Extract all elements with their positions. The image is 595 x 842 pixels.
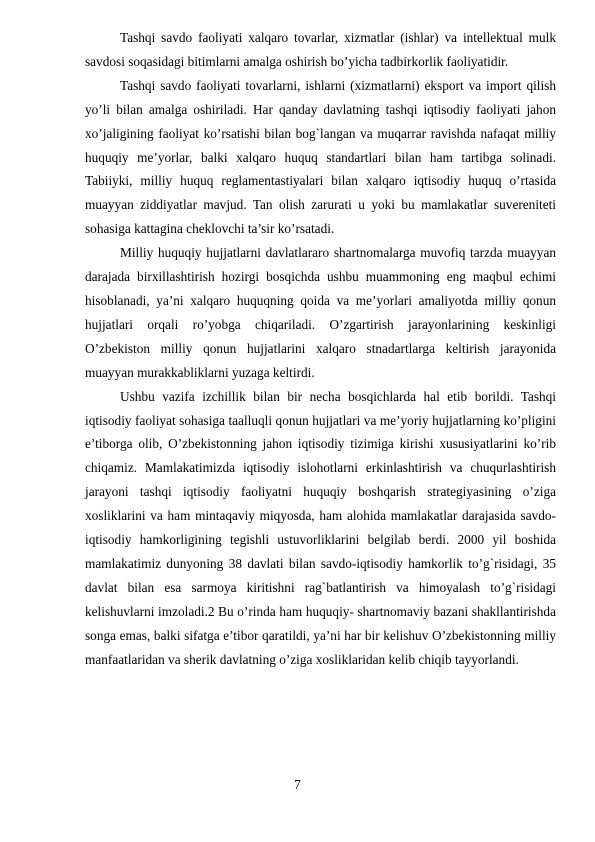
paragraph-4: Ushbu vazifa izchillik bilan bir necha bosqichlarda hal etib borildi. Tashqi iqtisodiy faoliyat sohasiga taalluqli qonun hujjatlari va me’yoriy hujjatlarning ko’pligini e’tiborga olib, O’zbekistonning jahon iqtisodiy tizimiga kirishi xususiyatlarini ko’rib chiqamiz. Mamlakatimizda iqtisodiy islohotlarni erkinlashtirish va chuqurlashtirish jarayoni tashqi iqtisodiy faoliyatni huquqiy boshqarish strategiyasining o’ziga xosliklarini va ham mintaqaviy miqyosda, ham alohida mamlakatlar darajasida savdo-iqtisodiy hamkorligining tegishli ustuvorliklarini belgilab berdi. 2000 yil boshida mamlakatimiz dunyoning 38 davlati bilan savdo-iqtisodiy hamkorlik to’g`risidagi, 35 davlat bilan esa sarmoya kiritishni rag`batlantirish va himoyalash to’g`risidagi kelishuvlarni imzoladi.2 Bu o’rinda ham huquqiy- shartnomaviy bazani shakllantirishda songa emas, balki sifatga e’tibor qaratildi, ya’ni har bir kelishuv O’zbekistonning milliy manfaatlaridan va sherik davlatning o’ziga xosliklaridan kelib chiqib tayyorlandi.: [85, 388, 556, 667]
paragraph-2: Tashqi savdo faoliyati tovarlarni, ishlarni (xizmatlarni) eksport va import qilish yo’li bilan amalga oshiriladi. Har qanday davlatning tashqi iqtisodiy faoliyati jahon xo’jaligining faoliyat ko’rsatishi bilan bog`langan va muqarrar ravishda nafaqat milliy huquqiy me’yorlar, balki xalqaro huquq standartlari bilan ham tartibga solinadi. Tabiiyki, milliy huquq reglamentastiyalari bilan xalqaro iqtisodiy huquq o’rtasida muayyan ziddiyatlar mavjud. Tan olish zarurati u yoki bu mamlakatlar suvereniteti sohasiga kattagina cheklovchi ta’sir ko’rsatadi.: [85, 77, 556, 237]
paragraph-1: Tashqi savdo faoliyati xalqaro tovarlar, xizmatlar (ishlar) va intellektual mulk savdosi soqasidagi bitimlarni amalga oshirish bo’yicha tadbirkorlik faoliyatidir.: [85, 30, 556, 69]
page-body: [85, 26, 556, 671]
paragraph-3: Milliy huquqiy hujjatlarni davlatlararo shartnomalarga muvofiq tarzda muayyan darajada birxillashtirish hozirgi bosqichda ushbu muammoning eng maqbul echimi hisoblanadi, ya’ni xalqaro huquqning qoida va me’yorlari amaliyotda milliy qonun hujjatlari orqali ro’yobga chiqariladi. O’zgartirish jarayonlarining keskinligi O’zbekiston milliy qonun hujjatlarini xalqaro stnadartlarga keltirish jarayonida muayyan murakkabliklarni yuzaga keltirdi.: [85, 245, 556, 380]
page-number: 7: [294, 777, 301, 792]
